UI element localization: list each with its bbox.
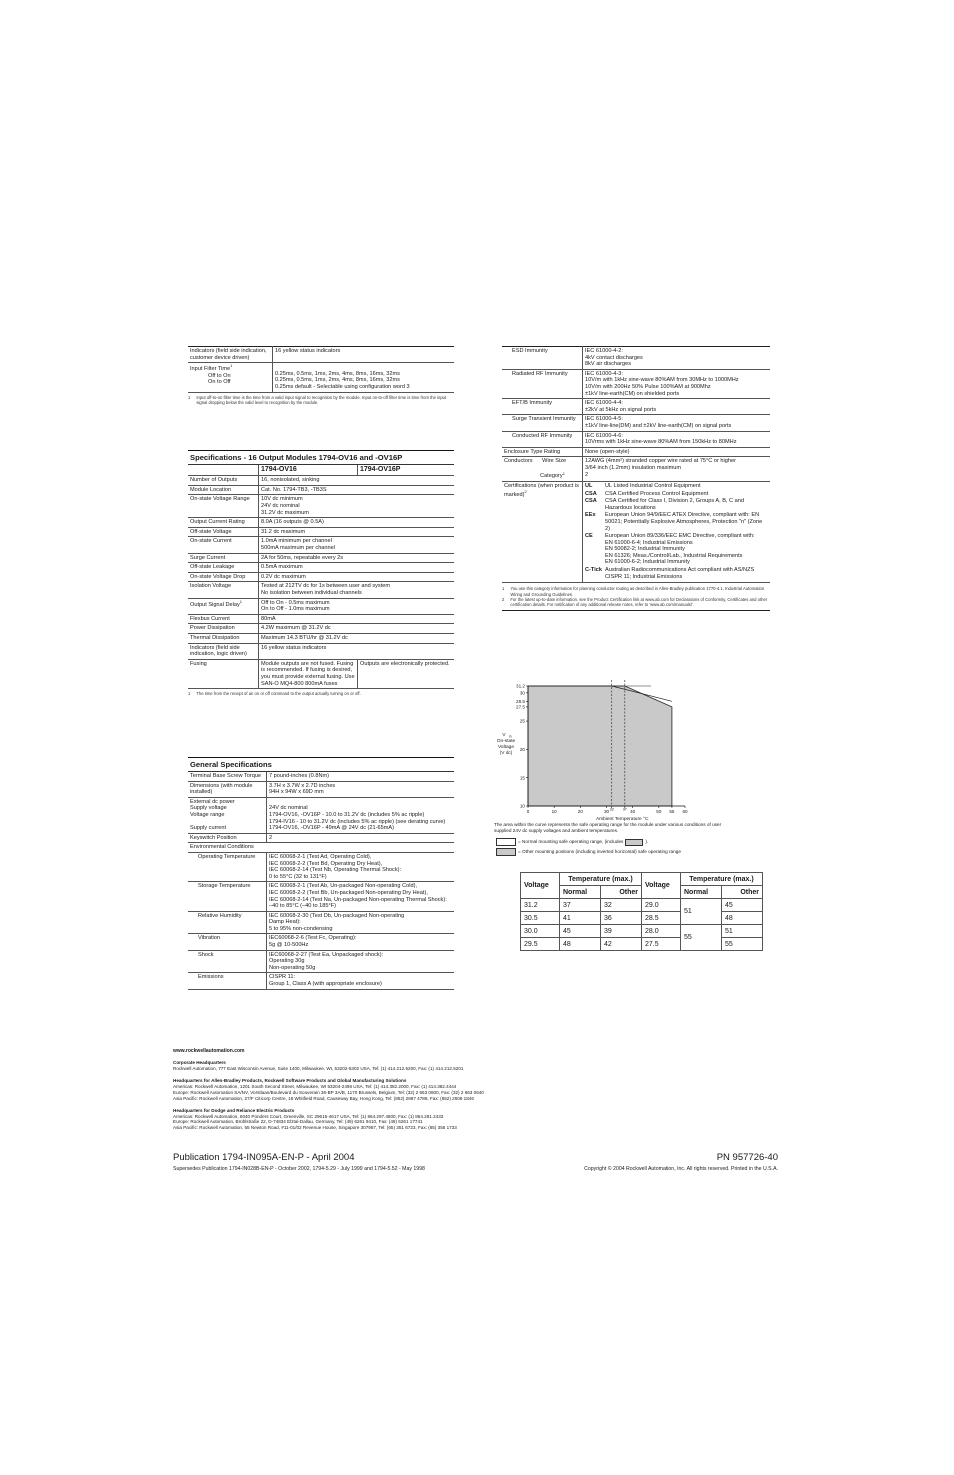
- temp-row: [521, 925, 763, 938]
- cert-text: UL Listed Industrial Control Equipment: [605, 482, 701, 489]
- conductors-value: 12AWG (4mm²) stranded copper wire rated at 75°C or higher 3/64 inch (1.2mm) insulation maximum 2: [583, 457, 771, 482]
- env-spec-row: [188, 882, 454, 911]
- temp-cell: 30.0: [521, 925, 560, 938]
- th-voltage-right: Voltage: [642, 873, 681, 899]
- normal-mount-area: [528, 686, 672, 806]
- publication-number: Publication 1794-IN095A-EN-P - April 2004: [173, 1152, 355, 1163]
- copyright: Copyright © 2004 Rockwell Automation, Inc. All rights reserved. Printed in the U.S.A.: [584, 1166, 778, 1172]
- temp-cell: 41: [560, 912, 601, 925]
- env-spec-value: IEC 60068-2-1 (Test Ab, Un-packaged Non-operating Cold), IEC 60068-2-2 (Test Bb, Un-packaged Non-operating Dry Heat), IEC 60068-2-14 (Test Na, Un-packaged Non-operating Thermal Shock): –40 to 85°C (–40 to 185°F): [267, 882, 455, 911]
- temp-row: [521, 899, 763, 912]
- emc-spec-row: [502, 347, 770, 370]
- env-spec-row: [188, 973, 454, 989]
- temp-cell: 45: [560, 925, 601, 938]
- cert-item: [585, 533, 768, 566]
- general-spec-value: 3.7H x 3.7W x 2.7D inches 94H x 94W x 69D mm: [267, 781, 455, 797]
- output-spec-row: [188, 633, 454, 643]
- emc-spec-value: IEC 61000-4-4: ±2kV at 5kHz on signal ports: [583, 399, 771, 415]
- emc-spec-value: IEC 61000-4-3: 10V/m with 1kHz sine-wave 80%AM from 30MHz to 1000MHz 10V/m with 200Hz 50% Pulse 100%AM at 900Mhz ±1kV line-earth(CM) on shielded ports: [583, 369, 771, 398]
- th-other-right: Other: [722, 886, 763, 899]
- output-spec-label: Thermal Dissipation: [188, 633, 259, 643]
- output-spec-row: [188, 614, 454, 624]
- cert-item: [585, 512, 768, 532]
- cert-mark: CSA: [585, 490, 597, 497]
- input-footnote: 1 Input off-to-on filter time is the time from a valid input signal to recognition by the module. Input on-to-off filter time is time from the input signal dropping below the valid level to recognition by the module.: [188, 394, 447, 405]
- input-spec-table: [188, 346, 454, 405]
- chart-legend: [496, 838, 746, 856]
- env-spec-row: [188, 950, 454, 973]
- output-spec-row: [188, 582, 454, 598]
- y-tick-label: 27.5: [516, 704, 525, 710]
- env-spec-row: [188, 852, 454, 881]
- y-axis-label-line2: On-state: [496, 739, 516, 744]
- general-spec-row: [188, 781, 454, 797]
- y-axis-label-sub: in: [509, 734, 512, 739]
- temp-cell: 28.5: [642, 912, 681, 925]
- output-spec-value: Maximum 14.3 BTU/hr @ 31.2V dc: [259, 633, 455, 643]
- y-axis-label: V: [502, 733, 506, 738]
- emc-spec-row: [502, 369, 770, 398]
- emc-spec-label: Radiated RF Immunity: [502, 369, 583, 398]
- emc-spec-row: [502, 415, 770, 431]
- output-spec-row: [188, 485, 454, 495]
- output-spec-value: 8.0A (16 outputs @ 0.5A): [259, 518, 455, 528]
- cert-mark: EEx: [585, 512, 596, 519]
- x-tick-label: 0: [526, 809, 530, 814]
- output-table-title: Specifications - 16 Output Modules 1794-OV16 and -OV16P: [188, 450, 454, 465]
- env-spec-value: IEC 60068-2-1 (Test Ad, Operating Cold), IEC 60068-2-2 (Test Bd, Operating Dry Heat), IEC 60068-2-14 (Test Nb, Operating Thermal Shock): 0 to 55°C (32 to 131°F): [267, 852, 455, 881]
- y-axis-label-line4: (V dc): [499, 751, 513, 756]
- env-spec-label: Relative Humidity: [188, 911, 267, 934]
- emc-spec-value: IEC 61000-4-5: ±1kV line-line(DM) and ±2kV line-earth(CM) on signal ports: [583, 415, 771, 431]
- filter-time-value: 0.25ms, 0.5ms, 1ms, 2ms, 4ms, 8ms, 16ms, 32ms 0.25ms, 0.5ms, 1ms, 2ms, 4ms, 8ms, 16ms, 32ms 0.25ms default - Selectable using configuration word 3: [273, 363, 455, 392]
- output-spec-label: Output Current Rating: [188, 518, 259, 528]
- output-spec-value: 10V dc minimum 24V dc nominal 31.2V dc maximum: [259, 495, 455, 518]
- output-spec-row: [188, 537, 454, 553]
- output-spec-value: 1.0mA minimum per channel 500mA maximum per channel: [259, 537, 455, 553]
- x-tick-label: 60: [682, 809, 688, 814]
- output-spec-label: Flexbus Current: [188, 614, 259, 624]
- enclosure-label: Enclosure Type Rating: [502, 447, 583, 457]
- temp-cell: 42: [601, 938, 642, 951]
- filter-time-label: Input Filter Time$^1$ Off to On On to Off: [188, 363, 273, 392]
- output-spec-row: [188, 527, 454, 537]
- x-tick-label: 32: [609, 807, 614, 812]
- x-tick-label: 10: [551, 809, 557, 814]
- part-number: PN 957726-40: [716, 1152, 778, 1163]
- env-spec-value: IEC60068-2-6 (Test Fc, Operating): 5g @ 10-500Hz: [267, 934, 455, 950]
- cert-text: Australian Radiocommunications Act compliant with AS/NZS CISPR 11; Industrial Emissions: [605, 567, 755, 580]
- th-temp-left: Temperature (max.): [560, 873, 642, 886]
- keyswitch-value: 2: [267, 833, 455, 843]
- general-spec-value: 7 pound-inches (0.8Nm): [267, 772, 455, 781]
- output-spec-label: Isolation Voltage: [188, 582, 259, 598]
- env-spec-value: CISPR 11: Group 1, Class A (with appropriate enclosure): [267, 973, 455, 989]
- emc-spec-row: [502, 431, 770, 447]
- cert-item: [585, 491, 768, 498]
- enclosure-value: None (open-style): [583, 447, 771, 457]
- temp-cell: 51: [681, 899, 722, 925]
- env-spec-value: IEC 60068-2-30 (Test Db, Un-packaged Non-operating Damp Heat): 5 to 95% non-condensing: [267, 911, 455, 934]
- output-spec-label: Surge Current: [188, 553, 259, 563]
- emc-spec-label: EFT/B Immunity: [502, 399, 583, 415]
- cert-mark: CE: [585, 533, 593, 540]
- output-spec-label: On-state Current: [188, 537, 259, 553]
- temp-cell: 28.0: [642, 925, 681, 938]
- emc-spec-value: IEC 61000-4-6: 10Vrms with 1kHz sine-wave 80%AM from 150kHz to 80MHz: [583, 431, 771, 447]
- output-spec-value: 4.2W maximum @ 31.2V dc: [259, 624, 455, 634]
- env-spec-row: [188, 934, 454, 950]
- output-spec-label: Indicators (field side indication, logic driven): [188, 643, 259, 659]
- output-spec-value: 0.2V dc maximum: [259, 572, 455, 582]
- cert-mark: UL: [585, 482, 593, 489]
- cert-text: CSA Certified for Class I, Division 2, Groups A, B, C and Hazardous locations: [605, 498, 744, 511]
- output-spec-label: Off-state Leakage: [188, 563, 259, 573]
- output-spec-row: [188, 598, 454, 614]
- x-tick-label: 55: [669, 809, 675, 814]
- output-spec-row: [188, 495, 454, 518]
- temp-cell: 36: [601, 912, 642, 925]
- x-tick-label: 37: [622, 807, 627, 812]
- env-label: Environmental Conditions: [188, 843, 454, 853]
- output-spec-value: 16, nonisolated, sinking: [259, 476, 455, 486]
- legend-gray-swatch-inline: [625, 839, 643, 846]
- temp-cell: 48: [722, 912, 763, 925]
- cert-text: European Union 94/9/EEC ATEX Directive, compliant with: EN 50021; Potentially Explosive Atmospheres, Protection "n" (Zone 2): [605, 512, 763, 532]
- output-spec-row: [188, 572, 454, 582]
- output-spec-row: [188, 553, 454, 563]
- cert-mark: C-Tick: [585, 567, 602, 574]
- output-spec-row: [188, 643, 454, 659]
- cert-label: Certifications (when product is marked)$^2$: [502, 481, 583, 582]
- x-tick-label: 20: [577, 809, 583, 814]
- temp-cell: 48: [560, 938, 601, 951]
- right-footnotes: 1 You use this category information for planning conductor routing as described in Allen-Bradley publication 1770-4.1, Industrial Automation Wiring and Grounding Guidelines. 2 For the latest up-to-date information, see the Product Certification link at www.ab.com for Declarations of Conformity, Certificates and other certification details. For notification of any additional release notes, refer to 'www.ab.com/manuals/'.: [502, 586, 768, 608]
- right-spec-table: [502, 346, 770, 611]
- legend-other: = Other mounting positions (including inverted horizontal) safe operating range: [496, 848, 746, 856]
- x-axis-label: Ambient Temperature °C: [595, 817, 649, 822]
- th-normal-right: Normal: [681, 886, 722, 899]
- output-spec-label: Number of Outputs: [188, 476, 259, 486]
- output-spec-label: Output Signal Delay$^1$: [188, 598, 259, 614]
- general-spec-row: [188, 772, 454, 781]
- output-spec-label: Off-state Voltage: [188, 527, 259, 537]
- indicators-label: Indicators (field side indication, customer device driven): [188, 347, 273, 363]
- env-spec-label: Operating Temperature: [188, 852, 267, 881]
- emc-spec-label: Conducted RF Immunity: [502, 431, 583, 447]
- emc-spec-row: [502, 399, 770, 415]
- output-spec-value: 16 yellow status indicators: [259, 643, 455, 659]
- cert-text: CSA Certified Process Control Equipment: [605, 490, 709, 497]
- x-tick-label: 40: [630, 809, 636, 814]
- power-label: External dc power Supply voltage Voltage range Supply current: [188, 797, 267, 833]
- y-tick-label: 25: [519, 718, 525, 724]
- output-footnote: 1 The time from the receipt of an on or off command to the output actually turning on or off.: [188, 691, 361, 697]
- legend-gray-swatch: [496, 848, 516, 856]
- cert-item: [585, 567, 768, 580]
- col-ov16p: 1794-OV16P: [358, 465, 455, 476]
- indicators-value: 16 yellow status indicators: [273, 347, 455, 363]
- supersedes-note: Supersedes Publication 1794-IN028B-EN-P - October 2002, 1794-5.29 - July 1999 and 1794-5.52 - May 1998: [173, 1166, 425, 1172]
- temperature-table: [520, 872, 763, 951]
- env-spec-value: IEC60068-2-27 (Test Ea, Unpackaged shock): Operating 30g Non-operating 50g: [267, 950, 455, 973]
- output-spec-label: Module Location: [188, 485, 259, 495]
- temp-cell: 37: [560, 899, 601, 912]
- chart-caption: The area within the curve represents the safe operating range for the module under various conditions of user supplied 24V dc supply voltages and ambient temperatures.: [494, 822, 722, 833]
- cert-item: [585, 498, 768, 511]
- th-temp-right: Temperature (max.): [681, 873, 763, 886]
- col-ov16: 1794-OV16: [259, 465, 358, 476]
- emc-spec-label: Surge Transient Immunity: [502, 415, 583, 431]
- output-spec-row: [188, 476, 454, 486]
- general-spec-table: [188, 757, 454, 990]
- keyswitch-label: Keyswitch Position: [188, 833, 267, 843]
- temp-cell: 45: [722, 899, 763, 912]
- output-spec-value: 31.2 dc maximum: [259, 527, 455, 537]
- th-voltage-left: Voltage: [521, 873, 560, 899]
- th-normal-left: Normal: [560, 886, 601, 899]
- temp-cell: 39: [601, 925, 642, 938]
- footer-addresses: www.rockwellautomation.com Corporate Headquarters Rockwell Automation, 777 East Wisconsin Avenue, Suite 1400, Milwaukee, WI, 53202-5302 USA, Tel: (1) 414.212.5200, Fax: (1) 414.212.5201 Headquarters for Allen-Bradley Products, Rockwell Software Products and Global Manufacturing Solutions Americas: Rockwell Automation, 1201 South Second Street, Milwaukee, WI 53204-2496 USA, Tel: (1) 414.382.2000, Fax: (1) 414.382.4444 Europe: Rockwell Automation SA/NV, Vorstlaan/Boulevard du Souverain 36-BP 3A/B, 1170 Brussels, Belgium, Tel: (32) 2 663 0600, Fax: (32) 2 663 0640 Asia Pacific: Rockwell Automation, 27/F Citicorp Centre, 18 Whitfield Road, Causeway Bay, Hong Kong, Tel: (852) 2887 4788, Fax: (852) 2508 1846 Headquarters for Dodge and Reliance Electric Products Americas: Rockwell Automation, 6040 Ponders Court, Greenville, SC 29615-4617 USA, Tel: (1) 864.297.4800, Fax: (1) 864.281.2433 Europe: Rockwell Automation, Brühlstraße 22, D-74834 Elztal-Dallau, Germany, Tel: (49) 6261 9410, Fax: (49) 6261 17741 Asia Pacific: Rockwell Automation, 55 Newton Road, #11-01/02 Revenue House, Singapore 307987, Tel: (65) 351 6723, Fax: (65) 355 1733: [173, 1048, 773, 1131]
- temp-cell: 51: [722, 925, 763, 938]
- output-spec-table: [188, 450, 454, 696]
- fusing-value-ov16: Module outputs are not fused. Fusing is recommended. If fusing is desired, you must provide external fusing. Use SAN-O MQ4-800 800mA fuses: [259, 659, 358, 688]
- footer-url[interactable]: www.rockwellautomation.com: [173, 1048, 245, 1054]
- fusing-label: Fusing: [188, 659, 259, 688]
- env-spec-row: [188, 911, 454, 934]
- temp-cell: 55: [722, 938, 763, 951]
- output-spec-label: On-state Voltage Range: [188, 495, 259, 518]
- y-tick-label: 20: [519, 746, 525, 752]
- general-spec-label: Dimensions (with module installed): [188, 781, 267, 797]
- cert-text: European Union 89/336/EEC EMC Directive, compliant with: EN 61000-6-4; Industrial Emissions EN 50082-2; Industrial Immunity EN 61326; Meas./Control/Lab., Industrial Requirements EN 61000-6-2; Industrial Immunity: [605, 533, 755, 566]
- y-tick-label: 15: [519, 775, 525, 781]
- output-spec-value: 2A for 50ms, repeatable every 2s: [259, 553, 455, 563]
- legend-white-swatch: [496, 838, 516, 846]
- x-tick-label: 50: [656, 809, 662, 814]
- output-spec-value: Tested at 212TV dc for 1s between user and system No isolation between individual channels: [259, 582, 455, 598]
- general-spec-label: Terminal Base Screw Torque: [188, 772, 267, 781]
- power-value: 24V dc nominal 1794-OV16, -OV16P - 10.0 to 31.2V dc (includes 5% ac ripple) 1794-IV16 - 10 to 31.2V dc (includes 5% ac ripple) (see derating curve) 1794-OV16, -OV16P - 49mA @ 24V dc (21-65mA): [267, 797, 455, 833]
- cert-mark: CSA: [585, 498, 597, 505]
- legend-normal: = Normal mounting safe operating range, (includes ).: [496, 838, 746, 846]
- env-spec-label: Storage Temperature: [188, 882, 267, 911]
- cert-item: [585, 483, 768, 490]
- temp-row: [521, 938, 763, 951]
- output-spec-value: Off to On - 0.5ms maximum On to Off - 1.0ms maximum: [259, 598, 455, 614]
- y-axis-label-line3: Voltage: [497, 745, 515, 750]
- output-spec-row: [188, 563, 454, 573]
- th-other-left: Other: [601, 886, 642, 899]
- temp-cell: 32: [601, 899, 642, 912]
- temp-cell: 29.5: [521, 938, 560, 951]
- temp-cell: 31.2: [521, 899, 560, 912]
- temp-cell: 30.5: [521, 912, 560, 925]
- output-spec-row: [188, 518, 454, 528]
- cert-list: [583, 481, 771, 582]
- temp-cell: 55: [681, 925, 722, 951]
- fusing-value-ov16p: Outputs are electronically protected.: [358, 659, 455, 688]
- temp-cell: 29.0: [642, 899, 681, 912]
- env-spec-label: Shock: [188, 950, 267, 973]
- x-tick-label: 30: [603, 809, 610, 814]
- temp-row: [521, 912, 763, 925]
- y-tick-label: 31.2: [516, 683, 525, 689]
- output-spec-value: Cat. No. 1794-TB3, -TB3S: [259, 485, 455, 495]
- conductors-label: Conductors Wire Size Category$^1$: [502, 457, 583, 482]
- temp-cell: 27.5: [642, 938, 681, 951]
- y-tick-label: 30: [519, 690, 525, 696]
- output-spec-label: On-state Voltage Drop: [188, 572, 259, 582]
- env-spec-label: Emissions: [188, 973, 267, 989]
- emc-spec-value: IEC 61000-4-2: 4kV contact discharges 8kV air discharges: [583, 347, 771, 370]
- output-spec-value: 80mA: [259, 614, 455, 624]
- general-table-title: General Specifications: [188, 757, 454, 772]
- y-tick-label: 28.5: [516, 698, 525, 704]
- y-tick-label: 10: [519, 803, 525, 809]
- env-spec-label: Vibration: [188, 934, 267, 950]
- emc-spec-label: ESD Immunity: [502, 347, 583, 370]
- output-spec-label: Power Dissipation: [188, 624, 259, 634]
- derating-chart: [490, 678, 710, 828]
- output-spec-row: [188, 624, 454, 634]
- output-spec-value: 0.5mA maximum: [259, 563, 455, 573]
